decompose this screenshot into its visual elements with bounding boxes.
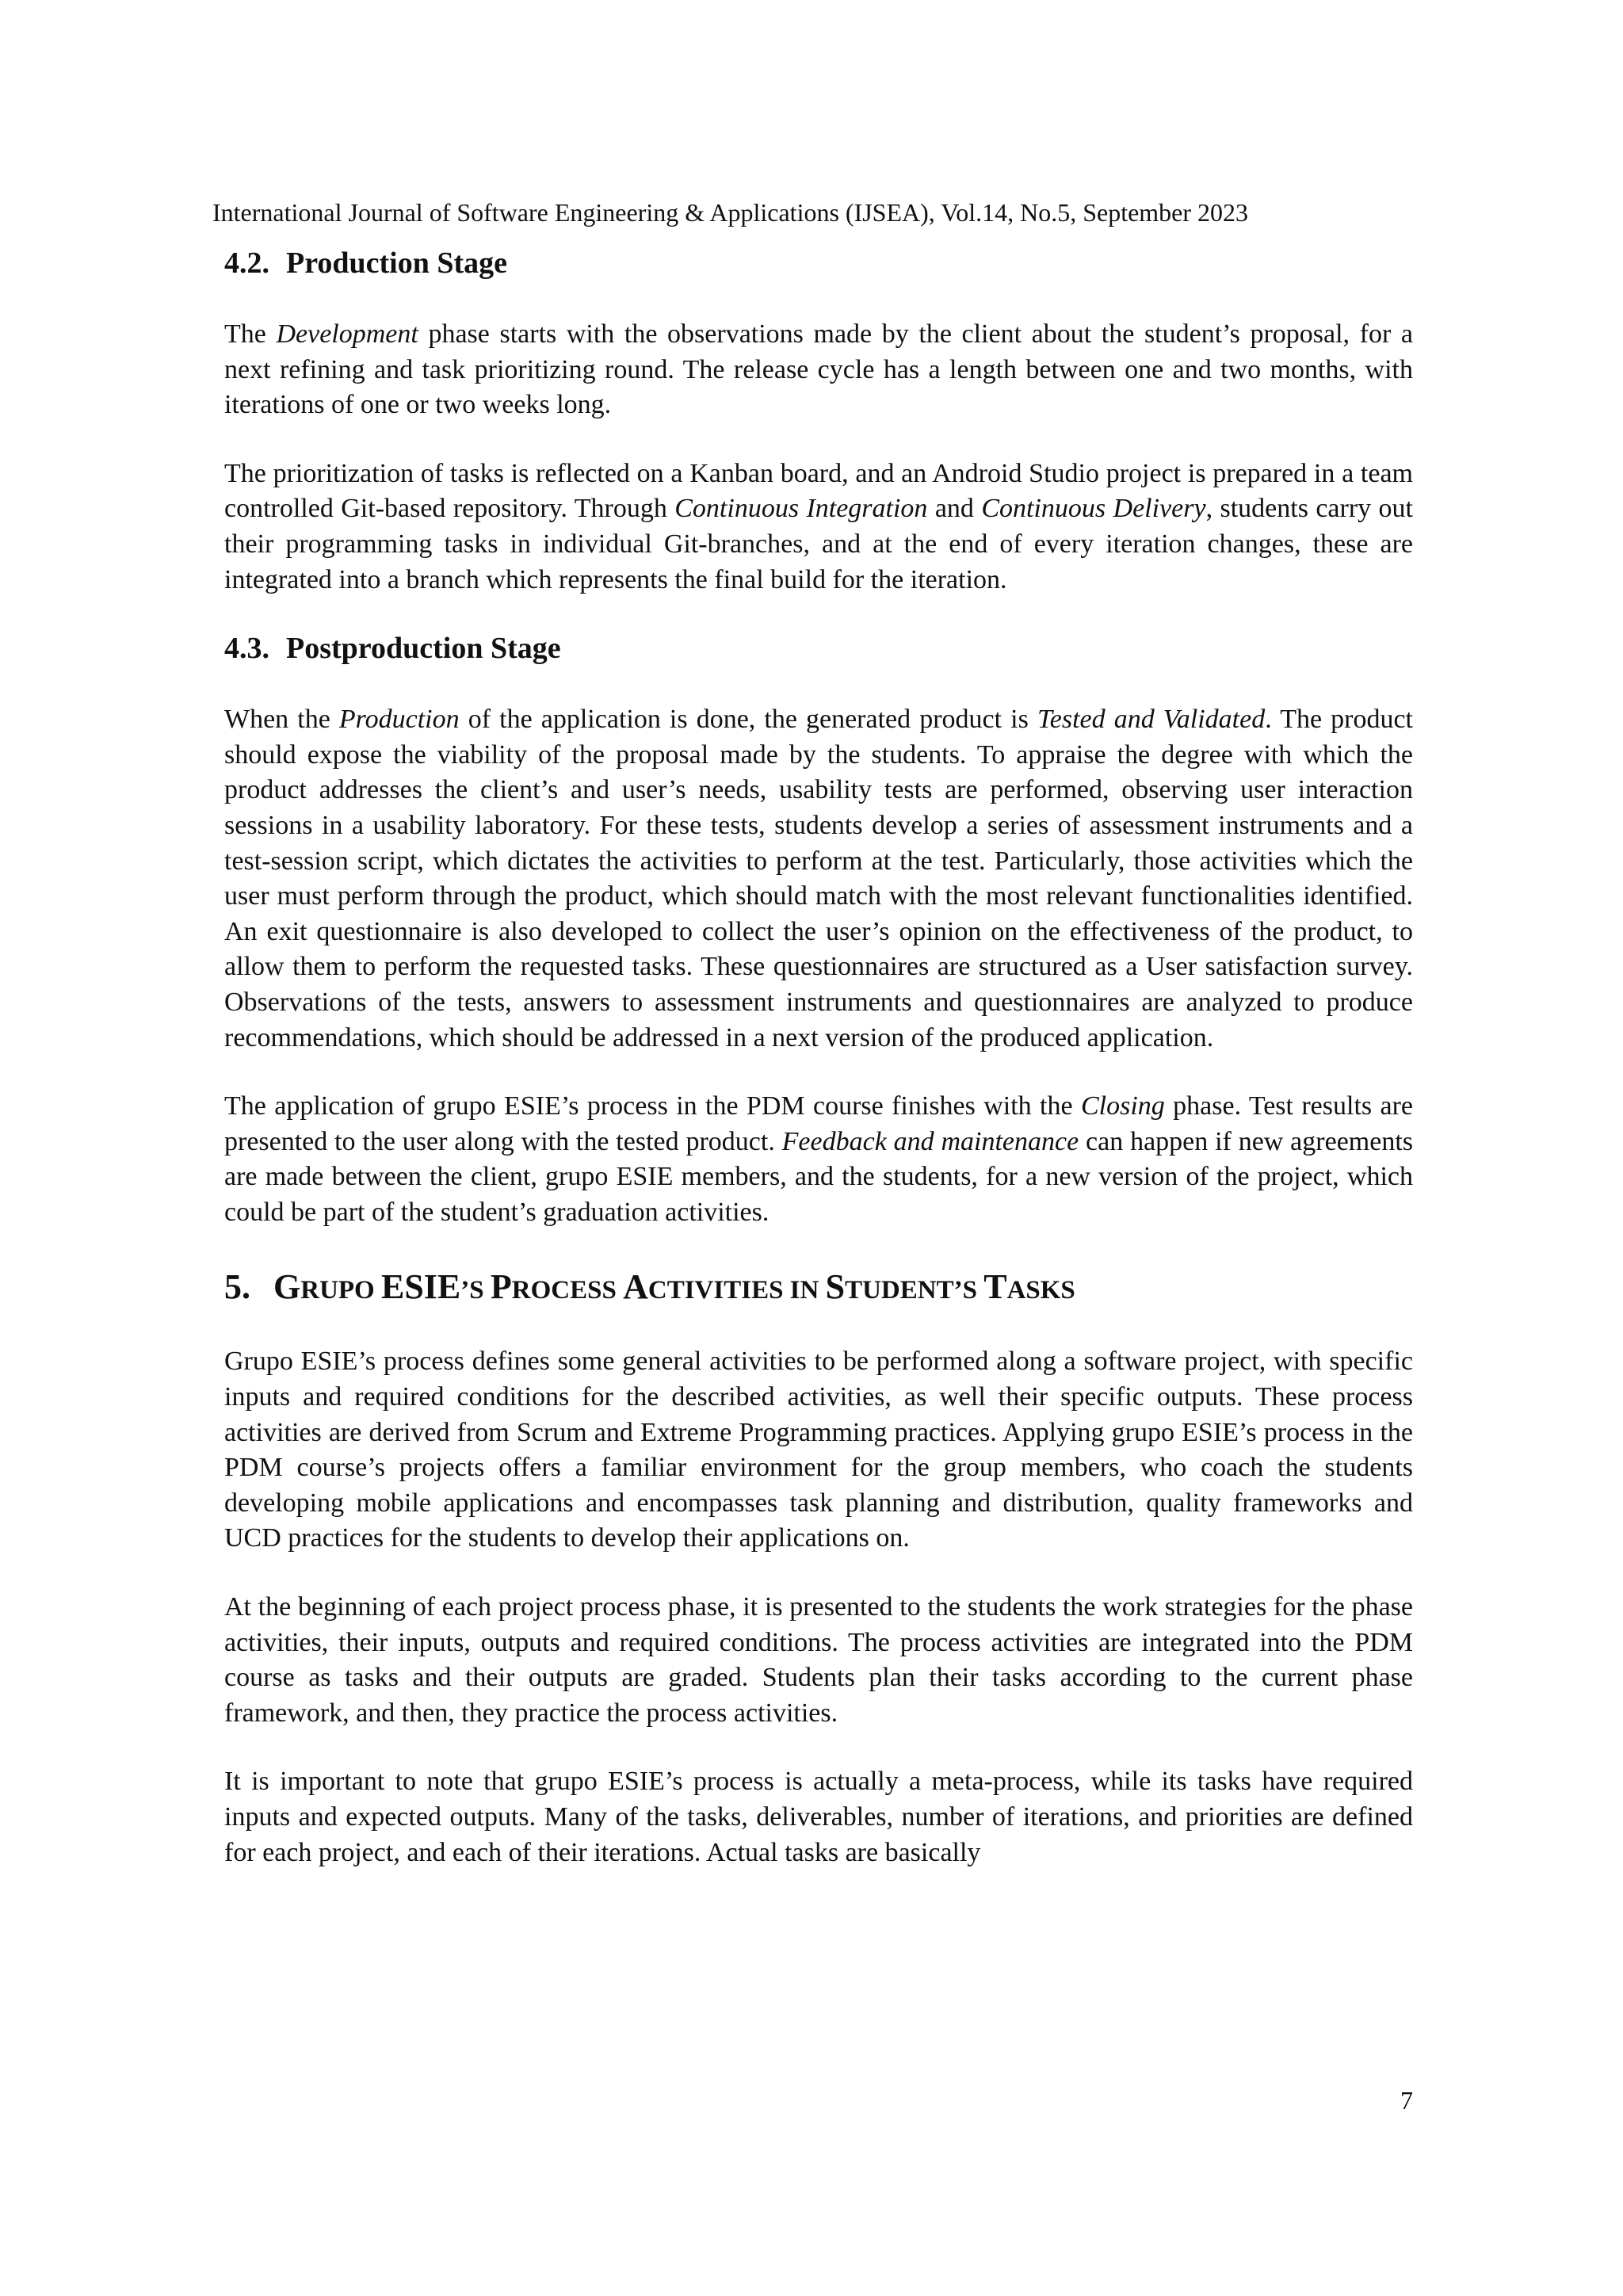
text-run: . The product should expose the viability of the proposal made by the students. To appraise the degree with which the product addresses the client’s and user’s needs, usability tests are performed, observing user interaction sessions in a usability laboratory. For these tests, students develop a series of assessment instruments and a test-session script, which dictates the activities to perform at the test. Particularly, those activities which the user must perform through the product, which should match with the most relevant functionalities identified. An exit questionnaire is also developed to collect the user’s opinion on the effectiveness of the product, to allow them to perform the requested tasks. These questionnaires are structured as a User satisfaction survey. Observations of the tests, answers to assessment instruments and questionnaires are analyzed to produce recommendations, which should be addressed in a next version of the produced application.: [224, 705, 1414, 1052]
text-run: The prioritization of tasks is reflected on a Kanban board, and an Android Studio project is prepared in a team controlled Git-based repository. Through: [224, 458, 1413, 524]
title-part: T: [983, 1267, 1007, 1307]
italic-term: Closing: [1080, 1091, 1165, 1121]
title-part: CTIVITIES IN: [647, 1276, 826, 1305]
italic-term: Tested and Validated: [1037, 705, 1266, 735]
title-part: RUPO: [300, 1276, 381, 1305]
paragraph-closing: [224, 1089, 1413, 1230]
text-run: of the application is done, the generated product is: [459, 705, 1037, 735]
heading-4-3: [224, 628, 1413, 669]
heading-5-number: 5.: [224, 1267, 250, 1307]
text-run: phase starts with the observations made by the client about the student’s proposal, for a next refining and task prioritizing round. The release cycle has a length between one and two months, with iterations of one or two weeks long.: [224, 319, 1413, 420]
title-part: TUDENT: [845, 1276, 954, 1305]
paragraph-testing: [224, 702, 1413, 1056]
italic-term: Continuous Integration: [674, 494, 928, 524]
paragraph-phase-strategies: At the beginning of each project process phase, it is presented to the students the work strategies for the phase activities, their inputs, outputs and required conditions. The process activities are integrated into the PDM course as tasks and their outputs are graded. Students plan their tasks according to the current phase framework, and then, they practice the process activities.: [224, 1592, 1413, 1728]
heading-4-2: [224, 243, 1413, 284]
title-part: S: [825, 1267, 846, 1307]
heading-4-3-title: Postproduction Stage: [286, 632, 561, 666]
running-header: International Journal of Software Engineering & Applications (IJSEA), Vol.14, No.5, September 2023: [212, 198, 1249, 227]
italic-term: Feedback and maintenance: [781, 1126, 1079, 1156]
text-run: can happen if new agreements are made between the client, grupo ESIE members, and the students, for a new version of the project, which could be part of the student’s graduation activities.: [224, 1126, 1413, 1227]
paragraph-meta-process: It is important to note that grupo ESIE’s process is actually a meta-process, while its tasks have required inputs and expected outputs. Many of the tasks, deliverables, number of iterations, and priorities are defined for each project, and each of their iterations. Actual tasks are basically: [224, 1767, 1413, 1867]
title-part: P: [490, 1267, 512, 1307]
paragraph-development-phase: [224, 317, 1413, 423]
italic-term: Production: [338, 705, 460, 735]
title-part: ASKS: [1006, 1276, 1075, 1305]
title-part: ’S: [953, 1276, 984, 1305]
title-part: ESIE: [380, 1267, 461, 1307]
text-run: When the: [224, 705, 339, 735]
italic-term: Continuous Delivery: [981, 494, 1206, 524]
text-run: and: [927, 494, 982, 524]
title-part: A: [623, 1267, 648, 1307]
page-body: [224, 243, 1413, 1870]
title-part: ’S: [460, 1276, 491, 1305]
paragraph-process-activities: Grupo ESIE’s process defines some general activities to be performed along a software project, with specific inputs and required conditions for the described activities, as well their specific outputs. These process activities are derived from Scrum and Extreme Programming practices. Applying grupo ESIE’s process in the PDM course’s projects offers a familiar environment for the group members, who coach the students developing mobile applications and encompasses task planning and distribution, quality frameworks and UCD practices for the students to develop their applications on.: [224, 1347, 1413, 1553]
heading-5-title: [273, 1267, 1075, 1306]
heading-4-3-number: 4.3.: [224, 632, 269, 666]
heading-5: [224, 1265, 1413, 1312]
italic-term: Development: [276, 319, 418, 349]
text-run: phase. Test results are presented to the user along with the tested product.: [224, 1091, 1414, 1156]
heading-4-2-title: Production Stage: [286, 246, 508, 280]
text-run: The: [224, 319, 277, 349]
title-part: G: [273, 1267, 301, 1307]
heading-4-2-number: 4.2.: [224, 246, 269, 280]
text-run: , students carry out their programming tasks in individual Git-branches, and at the end of every iteration changes, these are integrated into a branch which represents the final build for the iteration.: [224, 494, 1413, 594]
page-number: 7: [1400, 2086, 1413, 2115]
title-part: ROCESS: [511, 1276, 624, 1305]
paragraph-prioritization: [224, 457, 1413, 598]
text-run: The application of grupo ESIE’s process in the PDM course finishes with the: [224, 1091, 1081, 1121]
